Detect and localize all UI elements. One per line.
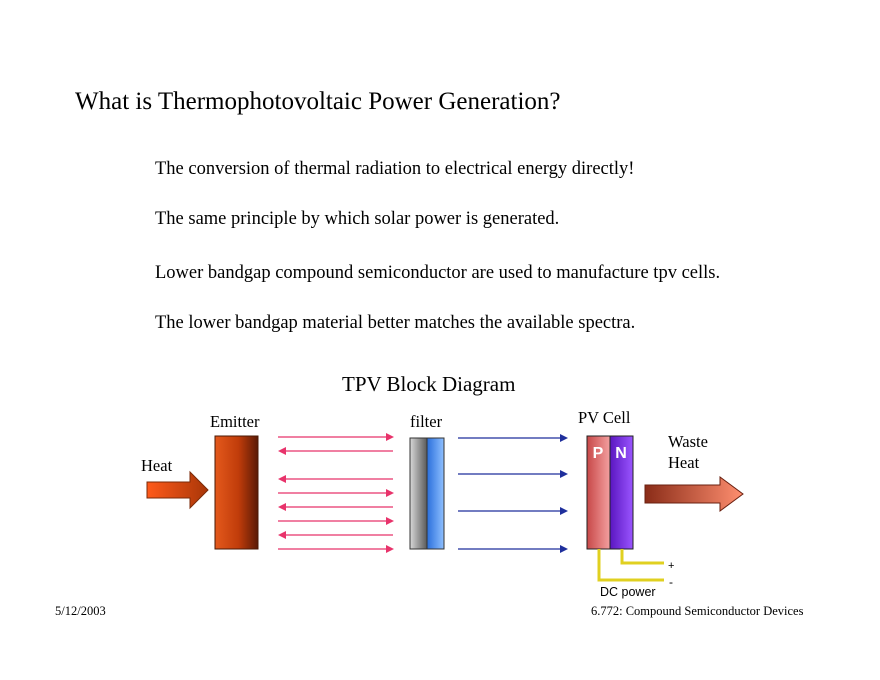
waste-heat-arrow (645, 477, 743, 511)
waste-heat-label-line1: Waste (668, 432, 708, 451)
radiation-arrow-left (278, 503, 393, 511)
bullet-bandgap-semiconductor: Lower bandgap compound semiconductor are used to manufacture tpv cells. (155, 263, 721, 283)
negative-terminal-label: - (669, 575, 673, 589)
transmitted-arrow (458, 545, 568, 553)
pv-cell-n-letter: N (615, 445, 627, 462)
dc-wire-positive (622, 549, 664, 563)
positive-terminal-label: + (668, 560, 675, 572)
radiation-arrow-right (278, 433, 394, 441)
footer-date: 5/12/2003 (55, 604, 106, 618)
transmitted-arrows (458, 434, 568, 553)
transmitted-arrow (458, 470, 568, 478)
radiation-arrows (278, 433, 394, 553)
filter-block-gray (410, 438, 427, 549)
waste-heat-label-line2: Heat (668, 453, 700, 472)
radiation-arrow-right (278, 517, 394, 525)
radiation-arrow-right (278, 489, 394, 497)
emitter-block (215, 436, 258, 549)
filter-block-blue (427, 438, 444, 549)
bullet-conversion: The conversion of thermal radiation to electrical energy directly! (155, 159, 635, 179)
radiation-arrow-left (278, 447, 393, 455)
radiation-arrow-right (278, 545, 394, 553)
footer-course: 6.772: Compound Semiconductor Devices (591, 604, 804, 618)
dc-power-label: DC power (600, 585, 656, 599)
heat-input-arrow (147, 472, 208, 508)
transmitted-arrow (458, 507, 568, 515)
pv-cell-p-letter: P (592, 445, 604, 462)
diagram-title: TPV Block Diagram (342, 372, 516, 396)
bullet-spectra-match: The lower bandgap material better matches the available spectra. (155, 313, 636, 333)
bullet-solar-principle: The same principle by which solar power is generated. (155, 209, 560, 229)
transmitted-arrow (458, 434, 568, 442)
slide-title: What is Thermophotovoltaic Power Generation? (75, 88, 561, 115)
radiation-arrow-left (278, 531, 393, 539)
heat-label: Heat (141, 456, 173, 475)
filter-label: filter (410, 412, 443, 431)
radiation-arrow-left (278, 475, 393, 483)
emitter-label: Emitter (210, 412, 260, 431)
pv-cell-label: PV Cell (578, 408, 631, 427)
